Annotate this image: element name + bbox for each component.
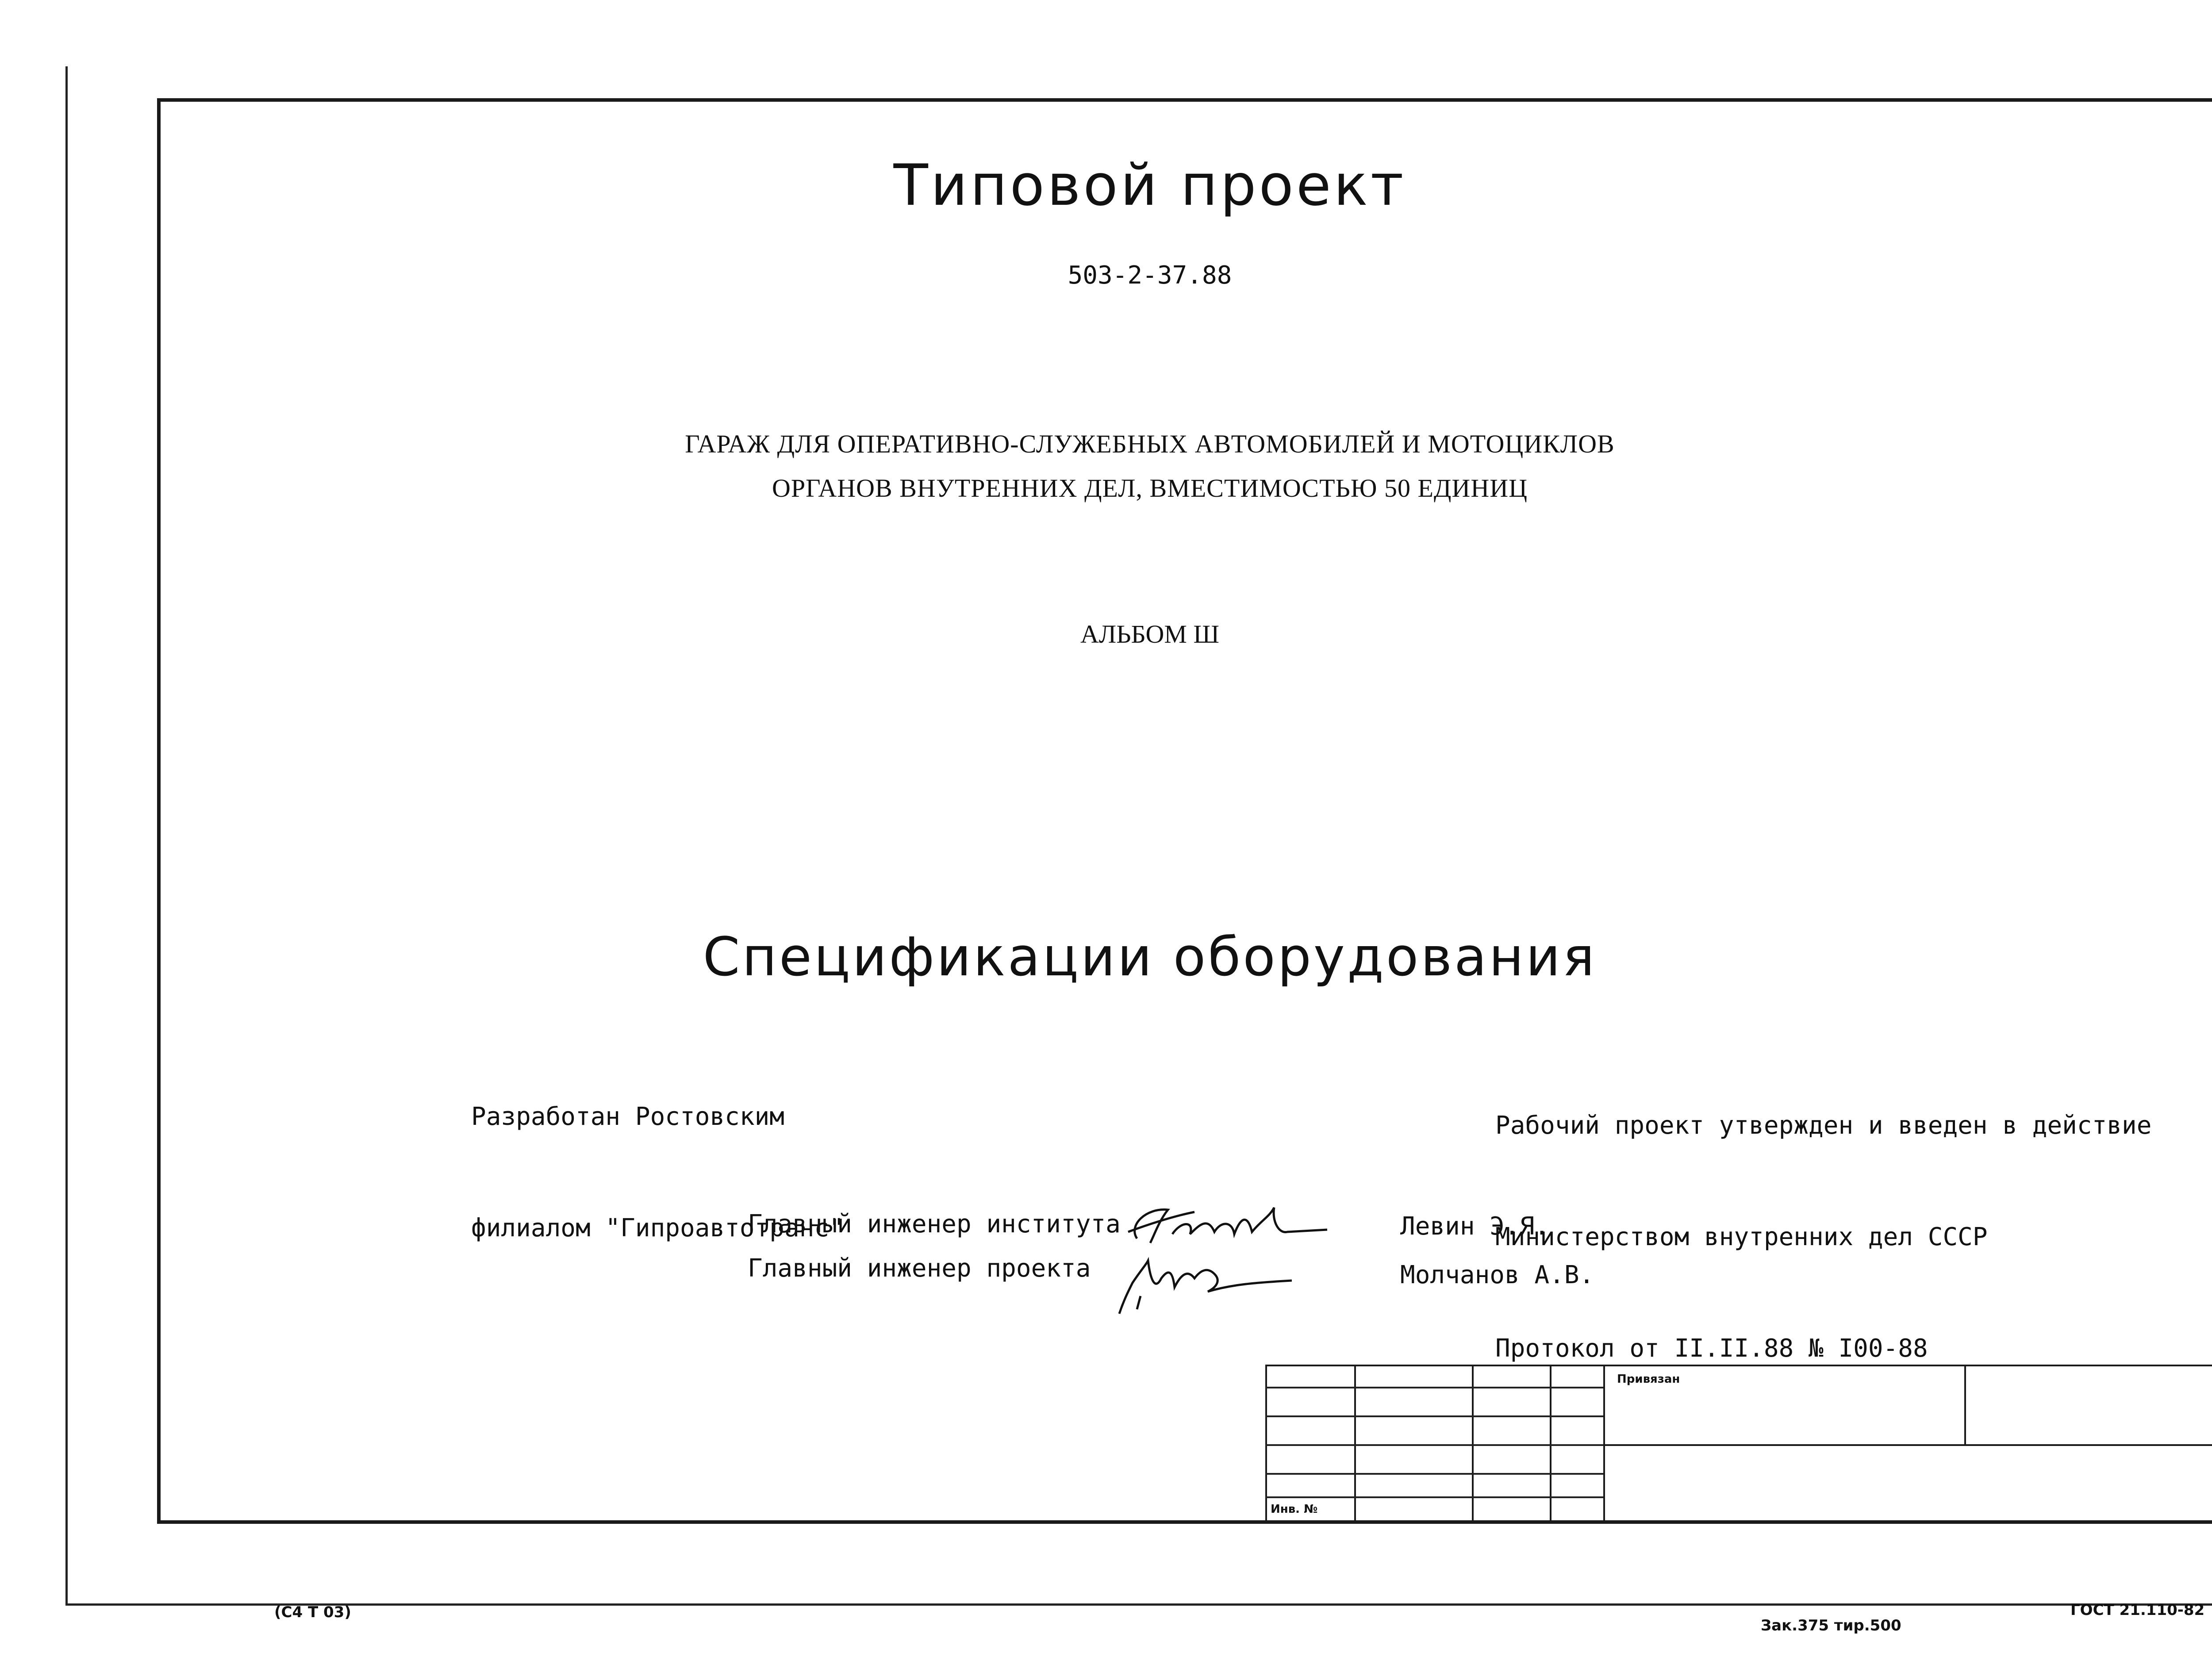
bottom-trim-line [65,1603,2212,1606]
signature-role-1: Главный инженер института [748,1210,1121,1239]
stamp-bottom-cell [1603,1444,2212,1524]
signature-role-2: Главный инженер проекта [748,1254,1091,1283]
stamp-row-line-3 [1265,1444,1605,1446]
developer-line-2: филиалом "Гипроавтотранс" [471,1214,844,1242]
approval-block [1495,1033,2151,1404]
developer-block [471,1024,844,1284]
developer-line-1: Разработан Ростовским [471,1102,785,1131]
approval-line-1: Рабочий проект утвержден и введен в действие [1495,1111,2152,1140]
left-binding-line [65,66,68,1606]
stamp-inv-label: Инв. № [1271,1503,1318,1516]
footer-order-info: Зак.375 тир.500 [1761,1617,1901,1634]
document-title: Спецификации оборудования [703,927,1597,988]
footer-left-code: (С4 Т 03) [274,1603,351,1621]
signature-name-1: Левин Э.Я. [1400,1212,1550,1241]
stamp-right-cell [1964,1365,2212,1446]
stamp-row-line-4 [1265,1473,1605,1475]
project-number: 503-2-37.88 [1068,261,1232,290]
approval-line-2: Министерством внутренних дел СССР [1495,1223,1988,1251]
album-label: АЛЬБОМ Ш [1080,620,1219,648]
approval-line-3: Протокол от II.II.88 № I00-88 [1495,1334,1928,1363]
stamp-row-line-1 [1265,1387,1605,1388]
handwritten-signature-2 [1106,1243,1310,1318]
page-title: Типовой проект [893,153,1406,219]
stamp-row-line-5 [1265,1496,1605,1498]
title-block-stamp [1265,1365,2212,1524]
footer-standard: ГОСТ 21.110-82 [2070,1601,2205,1619]
stamp-row-line-2 [1265,1415,1605,1417]
description-line-2: ОРГАНОВ ВНУТРЕННИХ ДЕЛ, ВМЕСТИМОСТЬЮ 50 ЕДИНИЦ [772,474,1528,502]
stamp-bound-label: Привязан [1617,1373,1680,1386]
signature-name-2: Молчанов А.В. [1400,1261,1594,1289]
description-line-1: ГАРАЖ ДЛЯ ОПЕРАТИВНО-СЛУЖЕБНЫХ АВТОМОБИЛЕЙ И МОТОЦИКЛОВ [685,430,1615,458]
